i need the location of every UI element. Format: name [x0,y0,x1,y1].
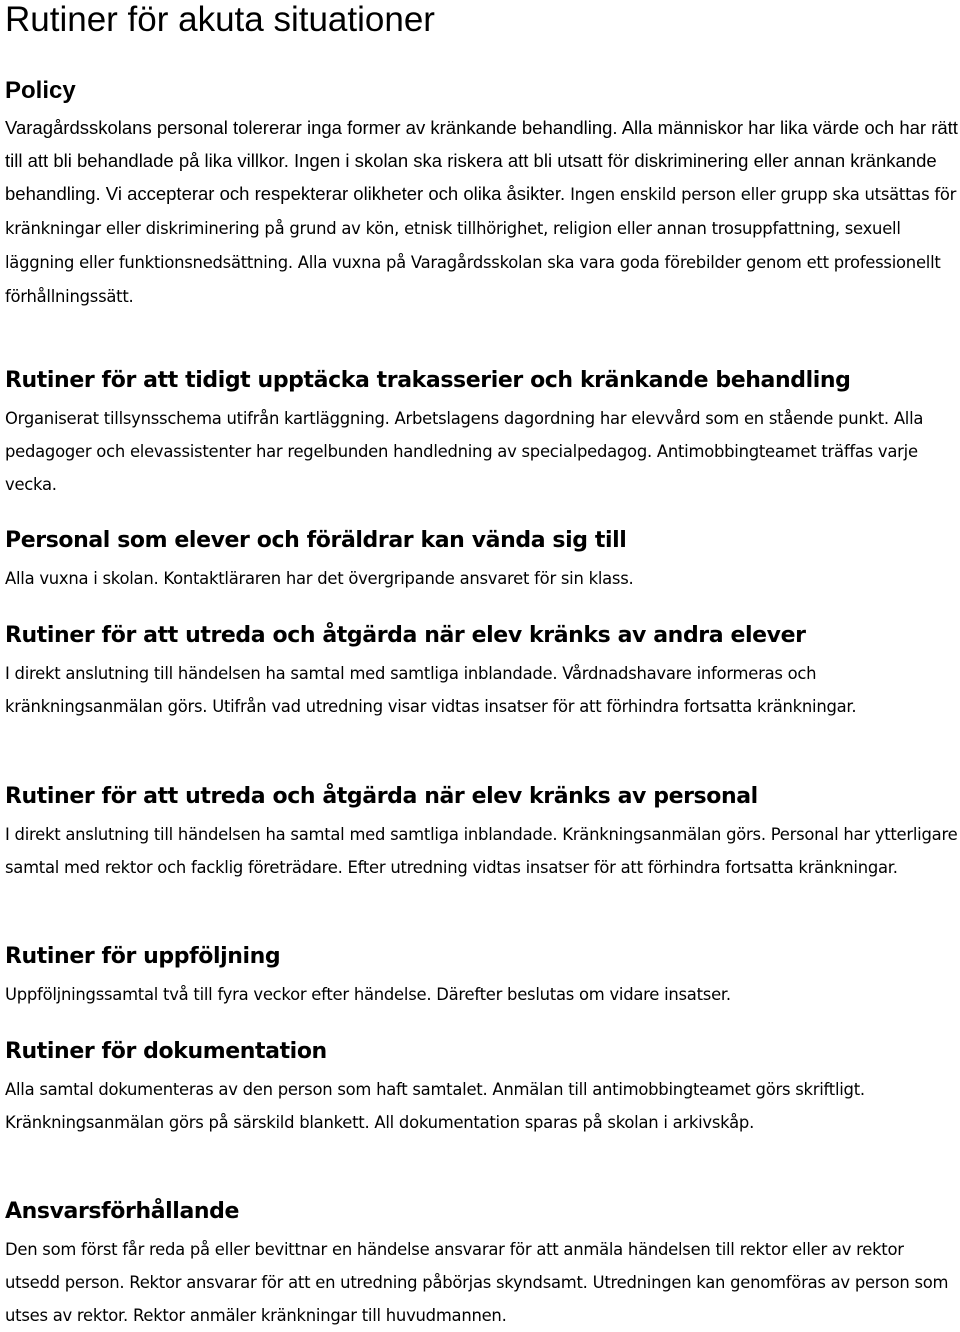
section-text-early-detection: Organiserat tillsynsschema utifrån kartläggning. Arbetslagens dagordning har elevvård som en stående punkt. Alla pedagoger och elevassistenter har regelbunden handledning av specialpedagog. Antimobbingteamet träffas varje vecka. [5,409,924,494]
policy-text-part2: Ingen enskild person eller grupp ska utsättas för kränkningar eller diskriminering på grund av kön, etnisk tillhörighet, religion eller annan trosuppfattning, sexuell läggning eller funktionsnedsättning. Alla vuxna på Varagårdsskolan ska vara goda förebilder genom ett professionellt förhållningssätt. [5,185,957,306]
section-heading-staff-offense: Rutiner för att utreda och åtgärda när elev kränks av personal [5,784,758,809]
section-text-responsibility: Den som först får reda på eller bevittnar en händelse ansvarar för att anmäla händelsen till rektor eller av rektor utsedd person. Rektor ansvarar för att en utredning påbörjas skyndsamt. Utredningen kan genomföras av person som utses av rektor. Rektor anmäler kränkningar till huvudmannen. [5,1240,949,1325]
section-heading-contact-staff: Personal som elever och föräldrar kan vända sig till [5,528,627,553]
section-text-follow-up: Uppföljningssamtal två till fyra veckor efter händelse. Därefter beslutas om vidare insatser. [5,985,731,1004]
section-text-documentation: Alla samtal dokumenteras av den person som haft samtalet. Anmälan till antimobbingteamet görs skriftligt. Kränkningsanmälan görs på särskild blankett. All dokumentation sparas på skolan i arkivskåp. [5,1080,865,1132]
section-text-contact-staff: Alla vuxna i skolan. Kontaktläraren har det övergripande ansvaret för sin klass. [5,569,634,588]
document-title: Rutiner för akuta situationer [5,0,435,39]
policy-text-part1: Varagårdsskolans personal tolererar inga former av kränkande behandling. Alla människor har lika värde och har rätt till att bli behandlade på lika villkor. Ingen i skolan ska riskera att bli utsatt för diskriminering eller annan kränkande behandling. Vi accepterar och respekterar olikheter och olika åsikter. [5,117,958,204]
policy-text [5,111,960,313]
section-heading-responsibility: Ansvarsförhållande [5,1199,240,1224]
section-text-staff-offense: I direkt anslutning till händelsen ha samtal med samtliga inblandade. Kränkningsanmälan görs. Personal har ytterligare samtal med rektor och facklig företrädare. Efter utredning vidtas insatser för att förhindra fortsatta kränkningar. [5,825,958,877]
policy-heading: Policy [5,77,76,104]
section-heading-documentation: Rutiner för dokumentation [5,1039,327,1064]
section-text-student-offense: I direkt anslutning till händelsen ha samtal med samtliga inblandade. Vårdnadshavare informeras och kränkningsanmälan görs. Utifrån vad utredning visar vidtas insatser för att förhindra fortsatta kränkningar. [5,664,857,716]
section-heading-student-offense: Rutiner för att utreda och åtgärda när elev kränks av andra elever [5,623,806,648]
section-heading-early-detection: Rutiner för att tidigt upptäcka trakasserier och kränkande behandling [5,368,851,393]
section-heading-follow-up: Rutiner för uppföljning [5,944,281,969]
